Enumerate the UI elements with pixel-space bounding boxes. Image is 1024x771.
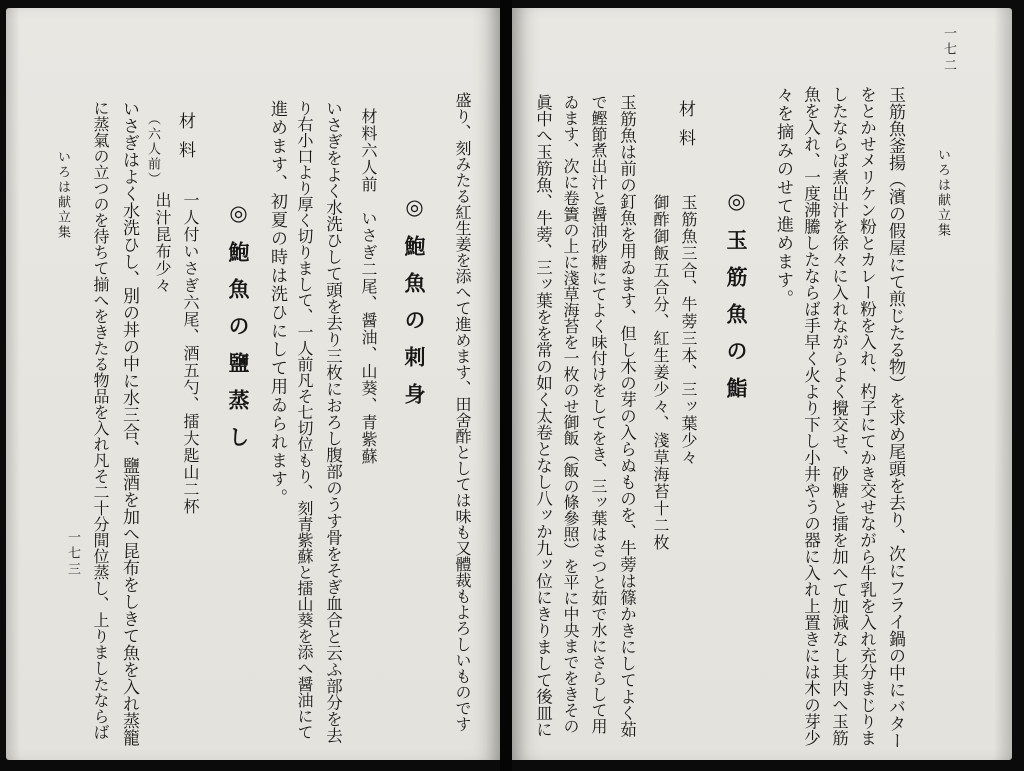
page-edge-shadow <box>6 8 20 760</box>
continuation-text: をとかせメリケン粉とカレー粉を入れ、杓子にてかき交せながら牛乳を入れ充分まじりま <box>857 86 877 746</box>
recipe-heading: ◎鮑魚の鹽蒸し <box>226 200 251 463</box>
recipe-body-line: 進めます、初夏の時は洗ひにして用ゐられます。 <box>267 100 287 507</box>
recipe-body-line: いさぎはよく水洗ひし、別の丼の中に水三合、鹽酒を加へ昆布をしきて魚を入れ蒸籠 <box>119 100 139 746</box>
ingredients-label: 材料 <box>175 112 195 170</box>
continuation-text: 盛り、刻みたる紅生姜を添へて進めます、田舍酢としては味も又體裁もよろしいものです <box>453 92 472 732</box>
page-number: 一七三 <box>65 530 80 578</box>
left-page <box>6 8 500 760</box>
recipe-body-line: ゐます、次に卷簀の上に淺草海苔を一枚のせ御飯（飯の條參照）を平に中央までをきその <box>561 94 580 734</box>
ingredients-servings: （六人前） <box>145 112 160 187</box>
running-title: いろは献立集 <box>55 150 70 240</box>
continuation-text: 々を摘みのせて進めます。 <box>773 86 793 308</box>
recipe-body-line: いさぎをよく水洗ひして頭を去り三枚におろし腹部のうす骨をそぎ血合と云ふ部分を去 <box>323 100 343 744</box>
right-page <box>512 8 1012 760</box>
recipe-body-line: 眞中へ玉筋魚、牛蒡、三ッ葉をを常の如く太卷となし八ッか九ッ位にきりまして後皿に <box>533 94 553 738</box>
continuation-text: 魚を入れ、一度沸騰したならば手早く火より下し小井やうの器に入れ上置きには木の芽少 <box>801 86 821 746</box>
recipe-body-line: で鰹節煮出汁と醤油砂糖にてよく味付けをしてをき、三ッ葉はさつと茹で水にさらして用 <box>589 94 608 734</box>
book-gutter <box>500 0 512 771</box>
ingredients-line: 御酢御飯五合分、紅生姜少々、淺草海苔十二枚 <box>651 194 670 551</box>
recipe-body-line: に蒸氣の立つのを待ちて揃へをきたる物品を入れ凡そ二十分間位蒸し、上りましたならば <box>91 100 110 740</box>
continuation-text: したならば煮出汁を徐々に入れながらよく攪交せ、砂糖と擂を加へて加減なし其内へ玉筋 <box>829 86 849 746</box>
page-edge-shadow <box>994 8 1012 760</box>
ingredients-line: 一人付いさぎ六尾、酒五勺、擂大匙山二杯 <box>181 192 200 515</box>
continuation-text: 玉筋魚釜揚（濱の假屋にて煎じたる物）を求め尾頭を去り、次にフライ鍋の中にバター <box>885 86 905 749</box>
ingredients-line: 玉筋魚三合、牛蒡三本、三ッ葉少々 <box>679 194 698 466</box>
recipe-heading: ◎玉筋魚の鮨 <box>724 188 749 414</box>
ingredients-label: 材料 <box>675 100 695 158</box>
running-title: いろは献立集 <box>935 148 950 238</box>
page-number: 一七二 <box>941 26 956 74</box>
recipe-heading: ◎鮑魚の刺身 <box>402 194 427 420</box>
recipe-body-line: 玉筋魚は前の釘魚を用ゐます、但し木の芽の入らぬものを、牛蒡は篠かきにしてよく茹 <box>617 94 637 738</box>
recipe-body-line: り右小口より厚く切りまして、一人前凡そ七切位もり、刻青紫蘇と擂山葵を添へ醤油にて <box>295 100 314 740</box>
ingredients-line: 材料六人前 いさぎ二尾、醤油、山葵、青紫蘇 <box>359 108 378 465</box>
ingredients-line: 出汁昆布少々 <box>153 192 172 294</box>
